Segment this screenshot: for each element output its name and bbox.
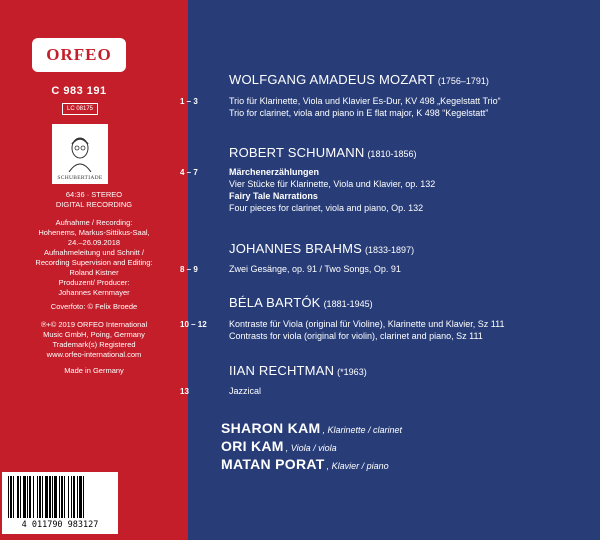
- work-line-en: Contrasts for viola (original for violin), clarinet and piano, Sz 111: [229, 331, 483, 341]
- track-numbers: 1 – 3: [180, 97, 198, 106]
- copyright-line: ℗+© 2019 ORFEO International: [40, 320, 148, 329]
- recording-line: Johannes Kernmayer: [58, 288, 130, 297]
- schubert-portrait-icon: [65, 134, 95, 172]
- barcode-bar: [8, 476, 9, 518]
- composer-dates: (*1963): [337, 367, 367, 377]
- tech-line: DIGITAL RECORDING: [55, 200, 133, 209]
- made-in: Made in Germany: [64, 366, 124, 375]
- barcode-bar: [52, 476, 53, 518]
- composer-schumann: [229, 145, 416, 160]
- composer-dates: (1810-1856): [367, 149, 417, 159]
- orfeo-logo: [32, 38, 126, 72]
- left-panel: [0, 0, 188, 540]
- recording-line: 24.–26.09.2018: [67, 238, 121, 247]
- orfeo-logo-text: ORFEO: [46, 45, 112, 64]
- barcode-bar: [54, 476, 57, 518]
- barcode-bar: [71, 476, 72, 518]
- work-bartok: [229, 318, 504, 342]
- track-numbers: 8 – 9: [180, 265, 198, 274]
- composer-bartok: [229, 295, 373, 310]
- barcode-bar: [20, 476, 21, 518]
- composer-name: ROBERT SCHUMANN: [229, 145, 365, 160]
- barcode-bar: [79, 476, 82, 518]
- barcode-bar: [17, 476, 19, 518]
- composer-mozart: [229, 72, 489, 87]
- copyright-info: [8, 320, 180, 360]
- work-line-de: Trio für Klarinette, Viola und Klavier Es-Dur, KV 498 „Kegelstatt Trio“: [229, 96, 501, 106]
- performer-role: , Klarinette / clarinet: [322, 425, 402, 435]
- barcode-bar: [27, 476, 28, 518]
- composer-name: JOHANNES BRAHMS: [229, 241, 363, 256]
- track-numbers: 10 – 12: [180, 320, 207, 329]
- work-brahms: Zwei Gesänge, op. 91 / Two Songs, Op. 91: [229, 264, 401, 274]
- barcode-bar: [37, 476, 38, 518]
- barcode-bar: [45, 476, 48, 518]
- barcode-bar: [77, 476, 78, 518]
- recording-line: Hohenems, Markus-Sittikus-Saal,: [38, 228, 150, 237]
- barcode-digits: 4 011790 983127: [21, 520, 99, 530]
- composer-dates: (1833-1897): [365, 245, 415, 255]
- composer-name: BÉLA BARTÓK: [229, 295, 321, 310]
- schubertiade-logo: [52, 124, 108, 184]
- barcode-bar: [68, 476, 69, 518]
- work-line-en: Trio for clarinet, viola and piano in E flat major, K 498 “Kegelstatt”: [229, 108, 489, 118]
- barcode-bar: [64, 476, 65, 518]
- track-numbers: 13: [180, 387, 189, 396]
- performer-role: , Viola / viola: [285, 443, 337, 453]
- composer-dates: (1756–1791): [437, 76, 489, 86]
- catalog-number: C 983 191: [51, 85, 107, 97]
- barcode-bar: [23, 476, 26, 518]
- track-numbers: 4 – 7: [180, 168, 198, 177]
- cover-photo-credit: Coverfoto: © Felix Broede: [50, 302, 138, 311]
- recording-line: Produzent/ Producer:: [58, 278, 130, 287]
- recording-line: Aufnahme / Recording:: [55, 218, 133, 227]
- barcode: [2, 472, 118, 534]
- tech-info: [8, 190, 180, 210]
- barcode-bar: [10, 476, 12, 518]
- barcode-bar: [42, 476, 43, 518]
- recording-line: Recording Supervision and Editing:: [35, 258, 153, 267]
- work-line-de: Kontraste für Viola (original für Violine), Klarinette und Klavier, Sz 111: [229, 319, 505, 329]
- work-title-en: Fairy Tale Narrations: [229, 191, 318, 201]
- performer: [221, 420, 402, 436]
- composer-name: WOLFGANG AMADEUS MOZART: [229, 72, 435, 87]
- barcode-bar: [61, 476, 63, 518]
- copyright-line: Music GmbH, Poing, Germany: [43, 330, 145, 339]
- work-title-de: Märchenerzählungen: [229, 167, 320, 177]
- composer-rechtman: [229, 363, 367, 378]
- barcode-bar: [49, 476, 51, 518]
- performer: [221, 438, 337, 454]
- recording-line: Aufnahmeleitung und Schnitt /: [43, 248, 145, 257]
- performer-role: , Klavier / piano: [326, 461, 389, 471]
- barcode-bar: [33, 476, 34, 518]
- barcode-bar: [83, 476, 84, 518]
- tech-line: 64:36 · STEREO: [65, 190, 123, 199]
- recording-line: Roland Kistner: [69, 268, 119, 277]
- work-rechtman: Jazzical: [229, 386, 262, 396]
- barcode-bar: [39, 476, 41, 518]
- copyright-line: www.orfeo-international.com: [46, 350, 142, 359]
- composer-dates: (1881-1945): [323, 299, 373, 309]
- barcode-bar: [13, 476, 14, 518]
- copyright-line: Trademark(s) Registered: [52, 340, 136, 349]
- barcode-bar: [29, 476, 31, 518]
- composer-brahms: [229, 241, 414, 256]
- lc-code-badge: LC 08175: [62, 103, 98, 115]
- performer-name: MATAN PORAT: [221, 456, 325, 472]
- work-schumann: [229, 166, 435, 214]
- barcode-bar: [59, 476, 60, 518]
- barcode-bar: [73, 476, 75, 518]
- recording-info: [8, 218, 180, 298]
- composer-name: IIAN RECHTMAN: [229, 363, 335, 378]
- work-mozart: [229, 95, 501, 119]
- performer: [221, 456, 389, 472]
- program-panel: [180, 0, 600, 540]
- performer-name: ORI KAM: [221, 438, 284, 454]
- performer-name: SHARON KAM: [221, 420, 321, 436]
- work-sub-de: Vier Stücke für Klarinette, Viola und Klavier, op. 132: [229, 179, 436, 189]
- schubertiade-label: SCHUBERTIADE: [57, 175, 103, 181]
- work-sub-en: Four pieces for clarinet, viola and piano, Op. 132: [229, 203, 424, 213]
